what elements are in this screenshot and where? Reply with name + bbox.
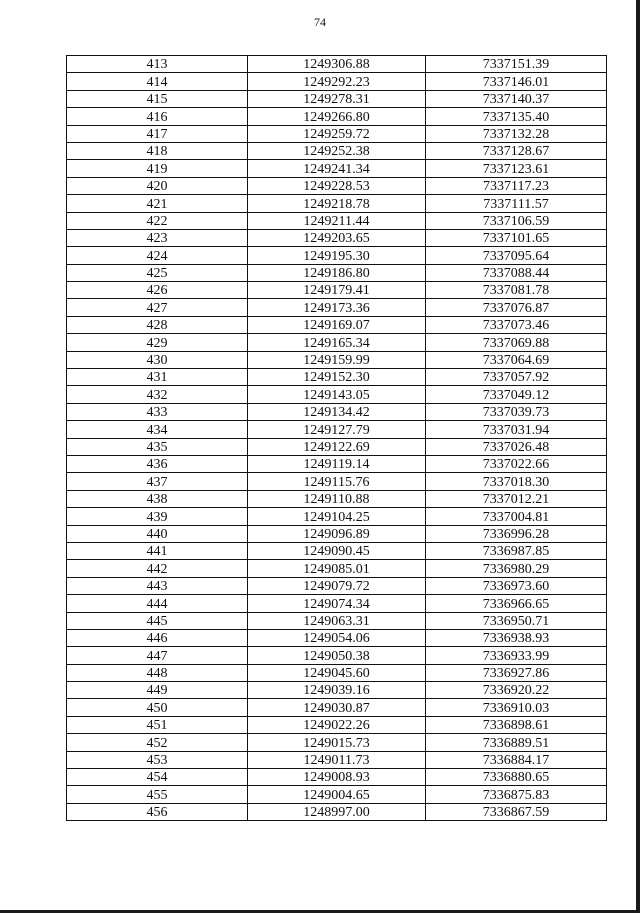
table-row bbox=[67, 508, 607, 525]
x-coordinate-cell: 1249169.07 bbox=[248, 316, 426, 333]
x-coordinate-cell: 1249203.65 bbox=[248, 229, 426, 246]
table-row bbox=[67, 577, 607, 594]
point-number-cell: 439 bbox=[67, 508, 248, 525]
point-number-cell: 441 bbox=[67, 542, 248, 559]
point-number-cell: 434 bbox=[67, 421, 248, 438]
y-coordinate-cell: 7336920.22 bbox=[426, 682, 607, 699]
point-number-cell: 444 bbox=[67, 595, 248, 612]
y-coordinate-cell: 7337146.01 bbox=[426, 73, 607, 90]
table-row bbox=[67, 73, 607, 90]
table-row bbox=[67, 629, 607, 646]
point-number-cell: 448 bbox=[67, 664, 248, 681]
table-row bbox=[67, 195, 607, 212]
table-row bbox=[67, 647, 607, 664]
y-coordinate-cell: 7337064.69 bbox=[426, 351, 607, 368]
x-coordinate-cell: 1249173.36 bbox=[248, 299, 426, 316]
table-row bbox=[67, 299, 607, 316]
x-coordinate-cell: 1249008.93 bbox=[248, 769, 426, 786]
table-row bbox=[67, 734, 607, 751]
x-coordinate-cell: 1249259.72 bbox=[248, 125, 426, 142]
point-number-cell: 436 bbox=[67, 455, 248, 472]
scan-edge-right bbox=[636, 0, 640, 913]
y-coordinate-cell: 7337057.92 bbox=[426, 369, 607, 386]
y-coordinate-cell: 7336910.03 bbox=[426, 699, 607, 716]
y-coordinate-cell: 7337081.78 bbox=[426, 282, 607, 299]
point-number-cell: 431 bbox=[67, 369, 248, 386]
table-row bbox=[67, 142, 607, 159]
table-row bbox=[67, 490, 607, 507]
point-number-cell: 428 bbox=[67, 316, 248, 333]
y-coordinate-cell: 7336973.60 bbox=[426, 577, 607, 594]
y-coordinate-cell: 7337117.23 bbox=[426, 177, 607, 194]
point-number-cell: 452 bbox=[67, 734, 248, 751]
table-row bbox=[67, 803, 607, 820]
x-coordinate-cell: 1249122.69 bbox=[248, 438, 426, 455]
y-coordinate-cell: 7336987.85 bbox=[426, 542, 607, 559]
table-row bbox=[67, 786, 607, 803]
table-row bbox=[67, 542, 607, 559]
x-coordinate-cell: 1249179.41 bbox=[248, 282, 426, 299]
y-coordinate-cell: 7336933.99 bbox=[426, 647, 607, 664]
x-coordinate-cell: 1249241.34 bbox=[248, 160, 426, 177]
point-number-cell: 450 bbox=[67, 699, 248, 716]
x-coordinate-cell: 1249278.31 bbox=[248, 90, 426, 107]
x-coordinate-cell: 1249306.88 bbox=[248, 56, 426, 73]
x-coordinate-cell: 1249085.01 bbox=[248, 560, 426, 577]
y-coordinate-cell: 7337128.67 bbox=[426, 142, 607, 159]
coordinates-table bbox=[66, 55, 607, 821]
point-number-cell: 445 bbox=[67, 612, 248, 629]
point-number-cell: 442 bbox=[67, 560, 248, 577]
point-number-cell: 427 bbox=[67, 299, 248, 316]
y-coordinate-cell: 7336889.51 bbox=[426, 734, 607, 751]
table-row bbox=[67, 473, 607, 490]
y-coordinate-cell: 7337012.21 bbox=[426, 490, 607, 507]
y-coordinate-cell: 7336927.86 bbox=[426, 664, 607, 681]
y-coordinate-cell: 7337004.81 bbox=[426, 508, 607, 525]
point-number-cell: 437 bbox=[67, 473, 248, 490]
table-row bbox=[67, 229, 607, 246]
table-row bbox=[67, 682, 607, 699]
point-number-cell: 443 bbox=[67, 577, 248, 594]
y-coordinate-cell: 7336875.83 bbox=[426, 786, 607, 803]
point-number-cell: 417 bbox=[67, 125, 248, 142]
point-number-cell: 421 bbox=[67, 195, 248, 212]
point-number-cell: 420 bbox=[67, 177, 248, 194]
table-row bbox=[67, 160, 607, 177]
y-coordinate-cell: 7336884.17 bbox=[426, 751, 607, 768]
x-coordinate-cell: 1249218.78 bbox=[248, 195, 426, 212]
x-coordinate-cell: 1249054.06 bbox=[248, 629, 426, 646]
table-row bbox=[67, 716, 607, 733]
x-coordinate-cell: 1249266.80 bbox=[248, 108, 426, 125]
point-number-cell: 432 bbox=[67, 386, 248, 403]
x-coordinate-cell: 1249186.80 bbox=[248, 264, 426, 281]
y-coordinate-cell: 7337135.40 bbox=[426, 108, 607, 125]
table-row bbox=[67, 664, 607, 681]
y-coordinate-cell: 7337018.30 bbox=[426, 473, 607, 490]
y-coordinate-cell: 7337031.94 bbox=[426, 421, 607, 438]
page-number: 74 bbox=[314, 15, 326, 29]
x-coordinate-cell: 1249039.16 bbox=[248, 682, 426, 699]
table-row bbox=[67, 334, 607, 351]
table-row bbox=[67, 699, 607, 716]
x-coordinate-cell: 1249211.44 bbox=[248, 212, 426, 229]
y-coordinate-cell: 7337101.65 bbox=[426, 229, 607, 246]
y-coordinate-cell: 7337151.39 bbox=[426, 56, 607, 73]
x-coordinate-cell: 1249022.26 bbox=[248, 716, 426, 733]
x-coordinate-cell: 1249195.30 bbox=[248, 247, 426, 264]
table-row bbox=[67, 751, 607, 768]
point-number-cell: 454 bbox=[67, 769, 248, 786]
table-row bbox=[67, 125, 607, 142]
x-coordinate-cell: 1249165.34 bbox=[248, 334, 426, 351]
y-coordinate-cell: 7337111.57 bbox=[426, 195, 607, 212]
y-coordinate-cell: 7337022.66 bbox=[426, 455, 607, 472]
x-coordinate-cell: 1249074.34 bbox=[248, 595, 426, 612]
point-number-cell: 440 bbox=[67, 525, 248, 542]
x-coordinate-cell: 1249252.38 bbox=[248, 142, 426, 159]
point-number-cell: 447 bbox=[67, 647, 248, 664]
table-row bbox=[67, 612, 607, 629]
x-coordinate-cell: 1249104.25 bbox=[248, 508, 426, 525]
point-number-cell: 451 bbox=[67, 716, 248, 733]
point-number-cell: 455 bbox=[67, 786, 248, 803]
point-number-cell: 418 bbox=[67, 142, 248, 159]
point-number-cell: 426 bbox=[67, 282, 248, 299]
y-coordinate-cell: 7337069.88 bbox=[426, 334, 607, 351]
y-coordinate-cell: 7336996.28 bbox=[426, 525, 607, 542]
point-number-cell: 449 bbox=[67, 682, 248, 699]
table-row bbox=[67, 595, 607, 612]
table-row bbox=[67, 177, 607, 194]
x-coordinate-cell: 1249090.45 bbox=[248, 542, 426, 559]
y-coordinate-cell: 7337088.44 bbox=[426, 264, 607, 281]
x-coordinate-cell: 1249096.89 bbox=[248, 525, 426, 542]
x-coordinate-cell: 1249159.99 bbox=[248, 351, 426, 368]
point-number-cell: 414 bbox=[67, 73, 248, 90]
table-row bbox=[67, 438, 607, 455]
x-coordinate-cell: 1249050.38 bbox=[248, 647, 426, 664]
x-coordinate-cell: 1249079.72 bbox=[248, 577, 426, 594]
table-row bbox=[67, 369, 607, 386]
y-coordinate-cell: 7337095.64 bbox=[426, 247, 607, 264]
point-number-cell: 429 bbox=[67, 334, 248, 351]
table-row bbox=[67, 264, 607, 281]
x-coordinate-cell: 1249292.23 bbox=[248, 73, 426, 90]
point-number-cell: 453 bbox=[67, 751, 248, 768]
point-number-cell: 423 bbox=[67, 229, 248, 246]
y-coordinate-cell: 7336898.61 bbox=[426, 716, 607, 733]
x-coordinate-cell: 1249228.53 bbox=[248, 177, 426, 194]
x-coordinate-cell: 1249119.14 bbox=[248, 455, 426, 472]
table-row bbox=[67, 212, 607, 229]
y-coordinate-cell: 7337026.48 bbox=[426, 438, 607, 455]
point-number-cell: 430 bbox=[67, 351, 248, 368]
point-number-cell: 416 bbox=[67, 108, 248, 125]
x-coordinate-cell: 1249004.65 bbox=[248, 786, 426, 803]
table-row bbox=[67, 247, 607, 264]
y-coordinate-cell: 7336966.65 bbox=[426, 595, 607, 612]
table-row bbox=[67, 351, 607, 368]
table-row bbox=[67, 282, 607, 299]
point-number-cell: 435 bbox=[67, 438, 248, 455]
table-row bbox=[67, 560, 607, 577]
y-coordinate-cell: 7337132.28 bbox=[426, 125, 607, 142]
y-coordinate-cell: 7337039.73 bbox=[426, 403, 607, 420]
table-row bbox=[67, 56, 607, 73]
table-row bbox=[67, 386, 607, 403]
y-coordinate-cell: 7337140.37 bbox=[426, 90, 607, 107]
x-coordinate-cell: 1249115.76 bbox=[248, 473, 426, 490]
y-coordinate-cell: 7336980.29 bbox=[426, 560, 607, 577]
coordinates-table-body bbox=[67, 56, 607, 821]
x-coordinate-cell: 1248997.00 bbox=[248, 803, 426, 820]
table-row bbox=[67, 525, 607, 542]
point-number-cell: 456 bbox=[67, 803, 248, 820]
point-number-cell: 419 bbox=[67, 160, 248, 177]
x-coordinate-cell: 1249134.42 bbox=[248, 403, 426, 420]
point-number-cell: 446 bbox=[67, 629, 248, 646]
y-coordinate-cell: 7336867.59 bbox=[426, 803, 607, 820]
table-row bbox=[67, 455, 607, 472]
x-coordinate-cell: 1249110.88 bbox=[248, 490, 426, 507]
table-row bbox=[67, 316, 607, 333]
table-row bbox=[67, 421, 607, 438]
point-number-cell: 438 bbox=[67, 490, 248, 507]
y-coordinate-cell: 7337123.61 bbox=[426, 160, 607, 177]
table-row bbox=[67, 108, 607, 125]
y-coordinate-cell: 7337106.59 bbox=[426, 212, 607, 229]
x-coordinate-cell: 1249063.31 bbox=[248, 612, 426, 629]
point-number-cell: 415 bbox=[67, 90, 248, 107]
x-coordinate-cell: 1249152.30 bbox=[248, 369, 426, 386]
table-row bbox=[67, 403, 607, 420]
x-coordinate-cell: 1249127.79 bbox=[248, 421, 426, 438]
point-number-cell: 413 bbox=[67, 56, 248, 73]
point-number-cell: 433 bbox=[67, 403, 248, 420]
table-row bbox=[67, 90, 607, 107]
point-number-cell: 425 bbox=[67, 264, 248, 281]
y-coordinate-cell: 7337073.46 bbox=[426, 316, 607, 333]
y-coordinate-cell: 7337049.12 bbox=[426, 386, 607, 403]
x-coordinate-cell: 1249030.87 bbox=[248, 699, 426, 716]
y-coordinate-cell: 7336880.65 bbox=[426, 769, 607, 786]
point-number-cell: 422 bbox=[67, 212, 248, 229]
x-coordinate-cell: 1249143.05 bbox=[248, 386, 426, 403]
point-number-cell: 424 bbox=[67, 247, 248, 264]
x-coordinate-cell: 1249015.73 bbox=[248, 734, 426, 751]
table-row bbox=[67, 769, 607, 786]
x-coordinate-cell: 1249011.73 bbox=[248, 751, 426, 768]
y-coordinate-cell: 7336938.93 bbox=[426, 629, 607, 646]
y-coordinate-cell: 7337076.87 bbox=[426, 299, 607, 316]
x-coordinate-cell: 1249045.60 bbox=[248, 664, 426, 681]
y-coordinate-cell: 7336950.71 bbox=[426, 612, 607, 629]
